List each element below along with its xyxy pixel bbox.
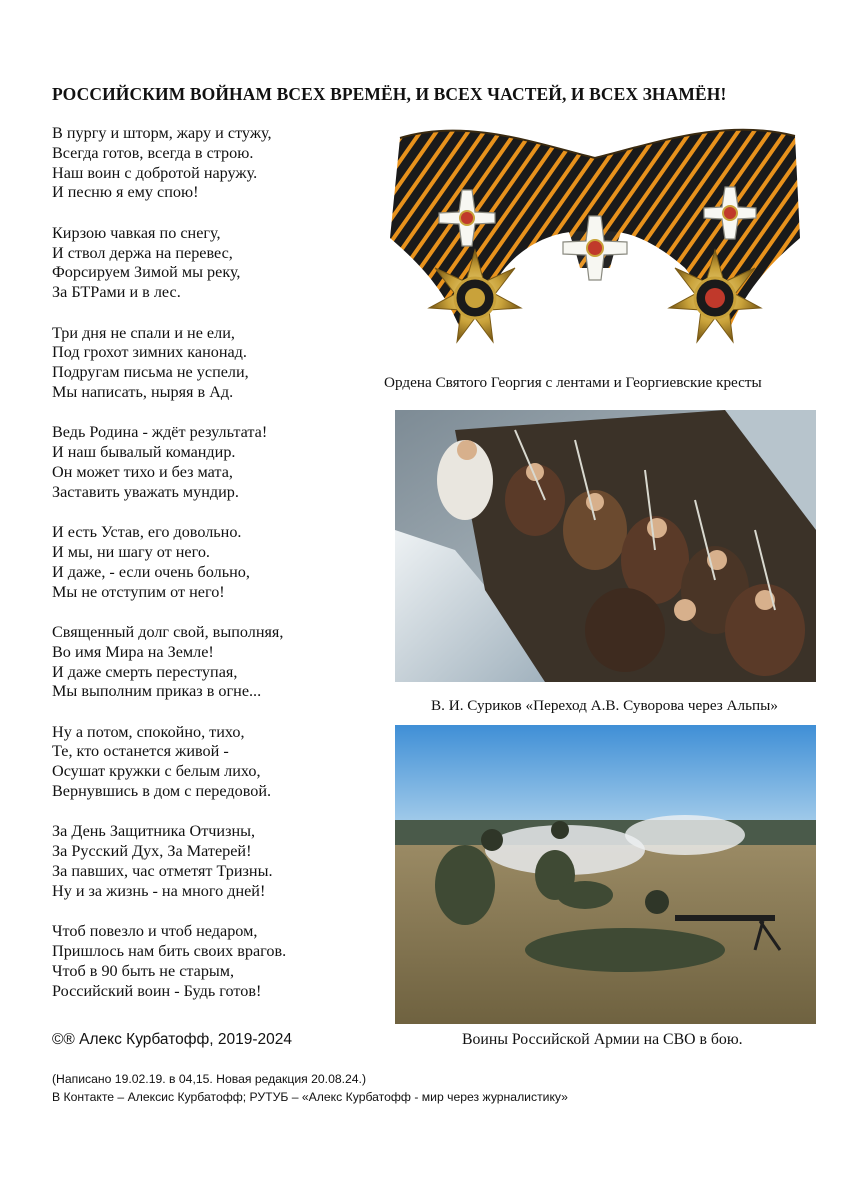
poem-line: Священный долг свой, выполняя, (52, 622, 284, 641)
poem-line: Мы не отступим от него! (52, 582, 225, 601)
poem-line: И даже, - если очень больно, (52, 562, 250, 581)
poem-line: Кирзою чавкая по снегу, (52, 223, 221, 242)
poem-line: Ведь Родина - ждёт результата! (52, 423, 268, 442)
poem-line: Те, кто останется живой - (52, 742, 229, 761)
poem-line: Мы выполним приказ в огне... (52, 682, 262, 701)
painting-image (395, 410, 816, 682)
stanza (52, 224, 372, 303)
poem-line: И песню я ему спою! (52, 183, 199, 202)
poem-line: Мы написать, ныряя в Ад. (52, 382, 234, 401)
stanza (52, 822, 372, 901)
stanza (52, 523, 372, 602)
soldiers-photo (395, 725, 816, 1024)
stanza (52, 623, 372, 702)
poem-line: Чтоб повезло и чтоб недаром, (52, 922, 258, 941)
copyright: ©® Алекс Курбатофф, 2019-2024 (52, 1031, 292, 1048)
poem-line: За День Защитника Отчизны, (52, 822, 256, 841)
poem-line: И есть Устав, его довольно. (52, 523, 242, 542)
poem-line: Вернувшись в дом с передовой. (52, 782, 272, 801)
poem-line: За БТРами и в лес. (52, 283, 181, 302)
poem-line: Российский воин - Будь готов! (52, 981, 262, 1000)
stanza (52, 324, 372, 403)
stanza (52, 423, 372, 502)
contacts: В Контакте – Алексис Курбатофф; РУТУБ – «Алекс Курбатофф - мир через журналистику» (52, 1090, 568, 1104)
soldiers-caption: Воины Российской Армии на СВО в бою. (462, 1031, 743, 1048)
poem-line: Форсируем Зимой мы реку, (52, 263, 241, 282)
page-title: РОССИЙСКИМ ВОЙНАМ ВСЕХ ВРЕМЁН, И ВСЕХ ЧАСТЕЙ, И ВСЕХ ЗНАМЁН! (52, 84, 727, 104)
poem-line: Ну а потом, спокойно, тихо, (52, 722, 245, 741)
poem-line: За Русский Дух, За Матерей! (52, 842, 252, 861)
poem-line: И даже смерть переступая, (52, 662, 238, 681)
poem-line: Всегда готов, всегда в строю. (52, 143, 254, 162)
poem-line: И ствол держа на перевес, (52, 243, 233, 262)
poem-line: Осушат кружки с белым лихо, (52, 762, 261, 781)
poem-line: И наш бывалый командир. (52, 443, 236, 462)
poem-line: Наш воин с добротой наружу. (52, 163, 258, 182)
stanza (52, 124, 372, 203)
orders-image (385, 118, 805, 363)
poem (52, 124, 372, 1022)
poem-line: Пришлось нам бить своих врагов. (52, 942, 287, 961)
poem-line: Заставить уважать мундир. (52, 482, 239, 501)
poem-line: Чтоб в 90 быть не старым, (52, 961, 235, 980)
poem-line: Он может тихо и без мата, (52, 462, 233, 481)
poem-line: Три дня не спали и не ели, (52, 323, 235, 342)
stanza (52, 723, 372, 802)
stanza (52, 922, 372, 1001)
poem-line: Во имя Мира на Земле! (52, 642, 214, 661)
alps-crossing-painting (395, 410, 816, 682)
written-date: (Написано 19.02.19. в 04,15. Новая редакция 20.08.24.) (52, 1072, 367, 1086)
soldiers-image (395, 725, 816, 1024)
painting-caption: В. И. Суриков «Переход А.В. Суворова через Альпы» (431, 697, 778, 714)
poem-line: Подругам письма не успели, (52, 363, 249, 382)
orders-caption: Ордена Святого Георгия с лентами и Георгиевские кресты (384, 374, 762, 391)
poem-line: И мы, ни шагу от него. (52, 542, 210, 561)
poem-line: В пургу и шторм, жару и стужу, (52, 124, 272, 142)
poem-line: Ну и за жизнь - на много дней! (52, 881, 266, 900)
st-george-orders-illustration (385, 118, 805, 363)
poem-line: Под грохот зимних канонад. (52, 343, 247, 362)
poem-line: За павших, час отметят Тризны. (52, 862, 273, 881)
